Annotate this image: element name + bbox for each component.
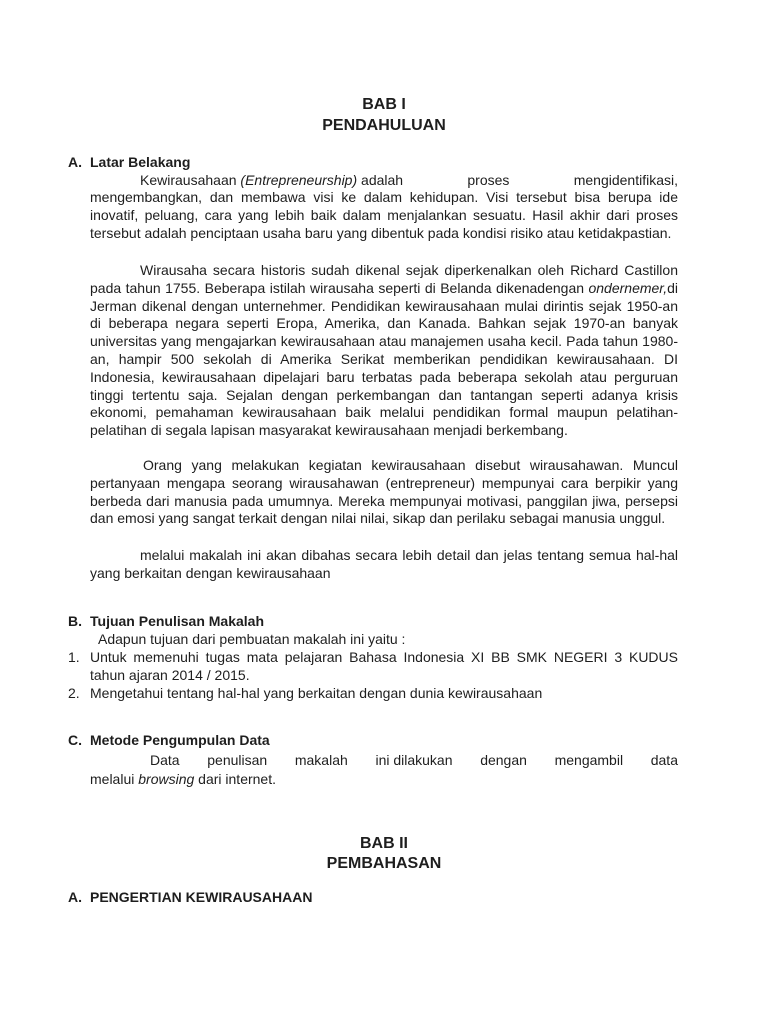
section-marker: A. bbox=[68, 889, 82, 905]
section-marker: A. bbox=[68, 154, 82, 170]
list-number: 2. bbox=[68, 685, 80, 701]
section-heading-text: PENGERTIAN KEWIRAUSAHAAN bbox=[90, 889, 313, 905]
list-item bbox=[68, 684, 678, 702]
section-heading-metode bbox=[68, 731, 270, 749]
section-heading-text: Metode Pengumpulan Data bbox=[90, 732, 270, 748]
section-heading-latar-belakang bbox=[68, 153, 190, 171]
section-heading-pengertian bbox=[68, 888, 312, 906]
term-ondernemer: ondernemer, bbox=[588, 279, 668, 296]
paragraph-3: Orang yang melakukan kegiatan kewirausahaan disebut wirausahawan. Muncul pertanyaan mengapa seorang wirausahawan (entrepreneur) mempunyai cara berpikir yang berbeda dari manusia pada umumnya. Mereka mempunyai motivasi, panggilan jiwa, persepsi dan emosi yang sangat terkait dengan nilai nilai, sikap dan perilaku sebagai manusia unggul. bbox=[90, 457, 678, 527]
section-heading-text: Tujuan Penulisan Makalah bbox=[90, 613, 265, 629]
list-text: Untuk memenuhi tugas mata pelajaran Bahasa Indonesia XI BB SMK NEGERI 3 KUDUS tahun ajaran 2014 / 2015. bbox=[90, 649, 678, 683]
paragraph-1-first-line bbox=[140, 171, 678, 189]
chapter-subtitle: PENDAHULUAN bbox=[322, 117, 446, 134]
chapter-title: BAB II bbox=[360, 835, 408, 852]
term-browsing: browsing bbox=[138, 771, 195, 787]
list-number: 1. bbox=[68, 649, 80, 665]
term-entrepreneurship: (Entrepreneurship) bbox=[240, 172, 358, 188]
section-marker: B. bbox=[68, 613, 82, 629]
section-marker: C. bbox=[68, 732, 82, 748]
tujuan-intro: Adapun tujuan dari pembuatan makalah ini yaitu : bbox=[98, 631, 406, 647]
chapter-subtitle: PEMBAHASAN bbox=[326, 855, 442, 872]
list-item bbox=[68, 648, 678, 684]
paragraph-1-body: mengembangkan, dan membawa visi ke dalam kehidupan. Visi tersebut bisa berupa ide inovatif, peluang, cara yang lebih baik dalam menjalankan sesuatu. Hasil akhir dari proses tersebut adalah penciptaan usaha baru yang dibentuk pada kondisi risiko atau ketidakpastian. bbox=[90, 189, 678, 241]
paragraph-1-word: mengidentifikasi, bbox=[573, 172, 678, 188]
chapter-title: BAB I bbox=[362, 96, 406, 113]
paragraph-1-word: proses bbox=[467, 172, 510, 188]
metode-first-line: Data penulisan makalah ini dilakukan dengan mengambil data bbox=[150, 752, 678, 768]
section-heading-tujuan bbox=[68, 612, 264, 630]
paragraph-4: melalui makalah ini akan dibahas secara lebih detail dan jelas tentang semua hal-hal yang berkaitan dengan kewirausahaan bbox=[90, 547, 678, 581]
section-heading-text: Latar Belakang bbox=[90, 154, 191, 170]
paragraph-2: Wirausaha secara historis sudah dikenal sejak diperkenalkan oleh Richard Castillon pada tahun 1755. Beberapa istilah wirausaha seperti di Belanda dikenadengan ondernemer,di Jerman dikenal dengan unternehmer. Pendidikan kewirausahaan mulai dirintis sejak 1950-an di beberapa negara seperti Eropa, Amerika, dan Kanada. Bahkan sejak 1970-an banyak universitas yang mengajarkan kewirausahaan atau manajemen usaha kecil. Pada tahun 1980-an, hampir 500 sekolah di Amerika Serikat memberikan pendidikan kewirausahaan. DI Indonesia, kewirausahaan dipelajari baru terbatas pada beberapa sekolah atau perguruan tinggi tertentu saja. Sejalan dengan perkembangan dan tantangan seperti adanya krisis ekonomi, pemahaman kewirausahaan baik melalui pendidikan formal maupun pelatihan-pelatihan di segala lapisan masyarakat kewirausahaan menjadi berkembang. bbox=[90, 262, 678, 439]
list-text: Mengetahui tentang hal-hal yang berkaitan dengan dunia kewirausahaan bbox=[90, 685, 543, 701]
metode-second-line: melalui browsing dari internet. bbox=[90, 771, 276, 787]
paragraph-1-prefix: Kewirausahaan (Entrepreneurship) adalah bbox=[140, 172, 404, 188]
